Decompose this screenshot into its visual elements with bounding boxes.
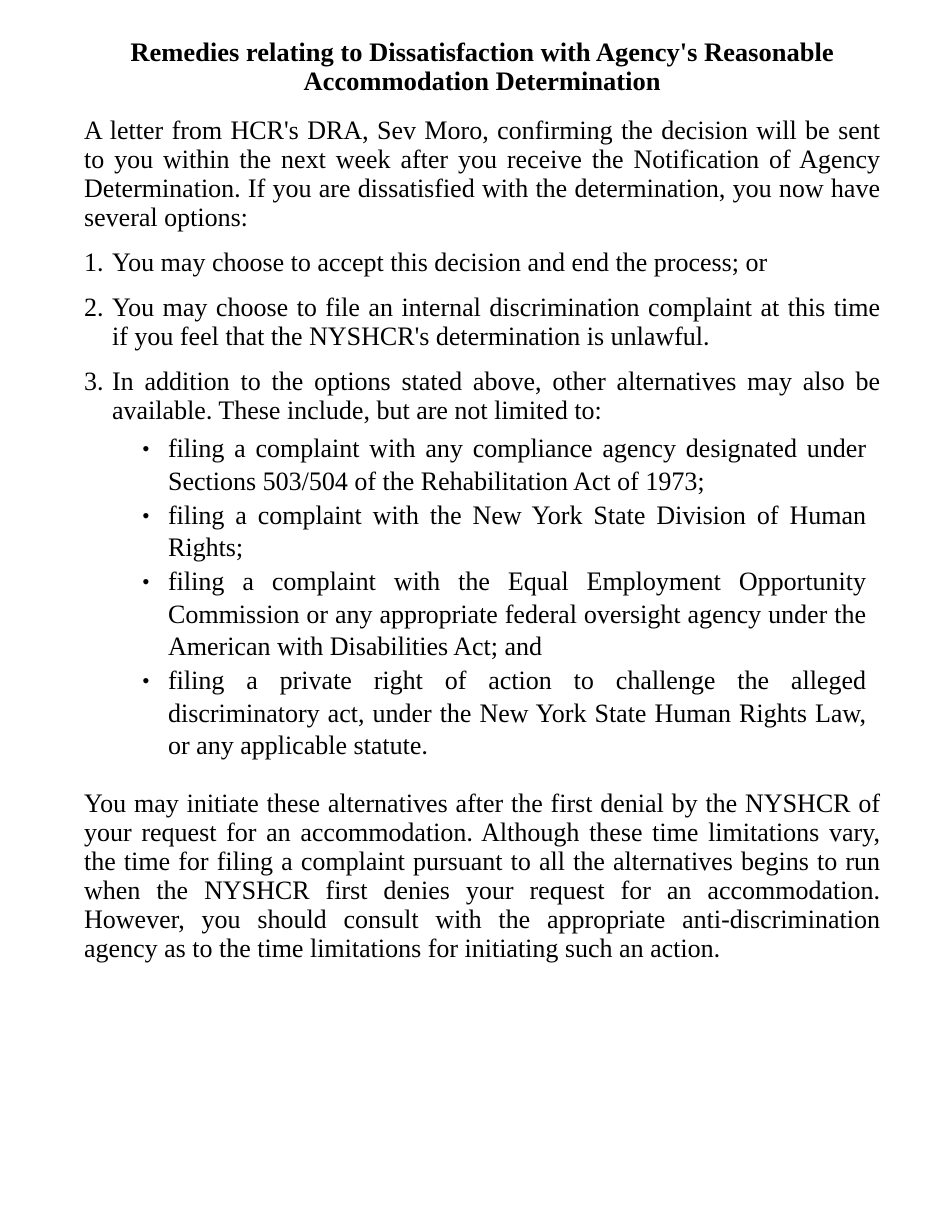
intro-paragraph: A letter from HCR's DRA, Sev Moro, confirming the decision will be sent to you within the next week after you receive the Notification of Agency Determination. If you are dissatisfied with the determination, you now have several options: [84,116,880,232]
option-number: 1. [84,248,104,277]
alternative-text: filing a complaint with any compliance agency designated under Sections 503/504 of the Rehabilitation Act of 1973; [168,434,866,496]
option-text: In addition to the options stated above, other alternatives may also be available. These include, but are not limited to: [112,367,880,425]
option-number: 2. [84,293,104,322]
option-text: You may choose to file an internal discrimination complaint at this time if you feel that the NYSHCR's determination is unlawful. [112,293,880,351]
document-page [84,38,880,963]
alternative-text: filing a complaint with the New York State Division of Human Rights; [168,500,866,562]
document-title: Remedies relating to Dissatisfaction with Agency's Reasonable Accommodation Determination [130,37,834,96]
options-list [84,248,880,763]
alternative-item [112,500,866,565]
alternative-item [112,433,866,498]
alternative-item [112,665,866,763]
bullet-icon: • [142,668,150,693]
alternative-text: filing a complaint with the Equal Employment Opportunity Commission or any appropriate federal oversight agency under the American with Disabilities Act; and [168,567,866,661]
alternative-item [112,566,866,664]
bullet-icon: • [142,502,150,528]
option-text: You may choose to accept this decision and end the process; or [112,248,768,277]
option-item [84,248,880,277]
option-item [84,293,880,351]
alternative-text: filing a private right of action to challenge the alleged discriminatory act, under the New York State Human Rights Law, or any applicable statute. [168,666,866,760]
bullet-icon: • [142,569,150,594]
bullet-icon: • [142,436,150,461]
closing-paragraph: You may initiate these alternatives after the first denial by the NYSHCR of your request for an accommodation. Although these time limitations vary, the time for filing a complaint pursuant to all the alternatives begins to run when the NYSHCR first denies your request for an accommodation. However, you should consult with the appropriate anti-discrimination agency as to the time limitations for initiating such an action. [84,788,880,963]
alternatives-list [112,433,866,763]
option-number: 3. [84,367,104,396]
option-item [84,367,880,763]
